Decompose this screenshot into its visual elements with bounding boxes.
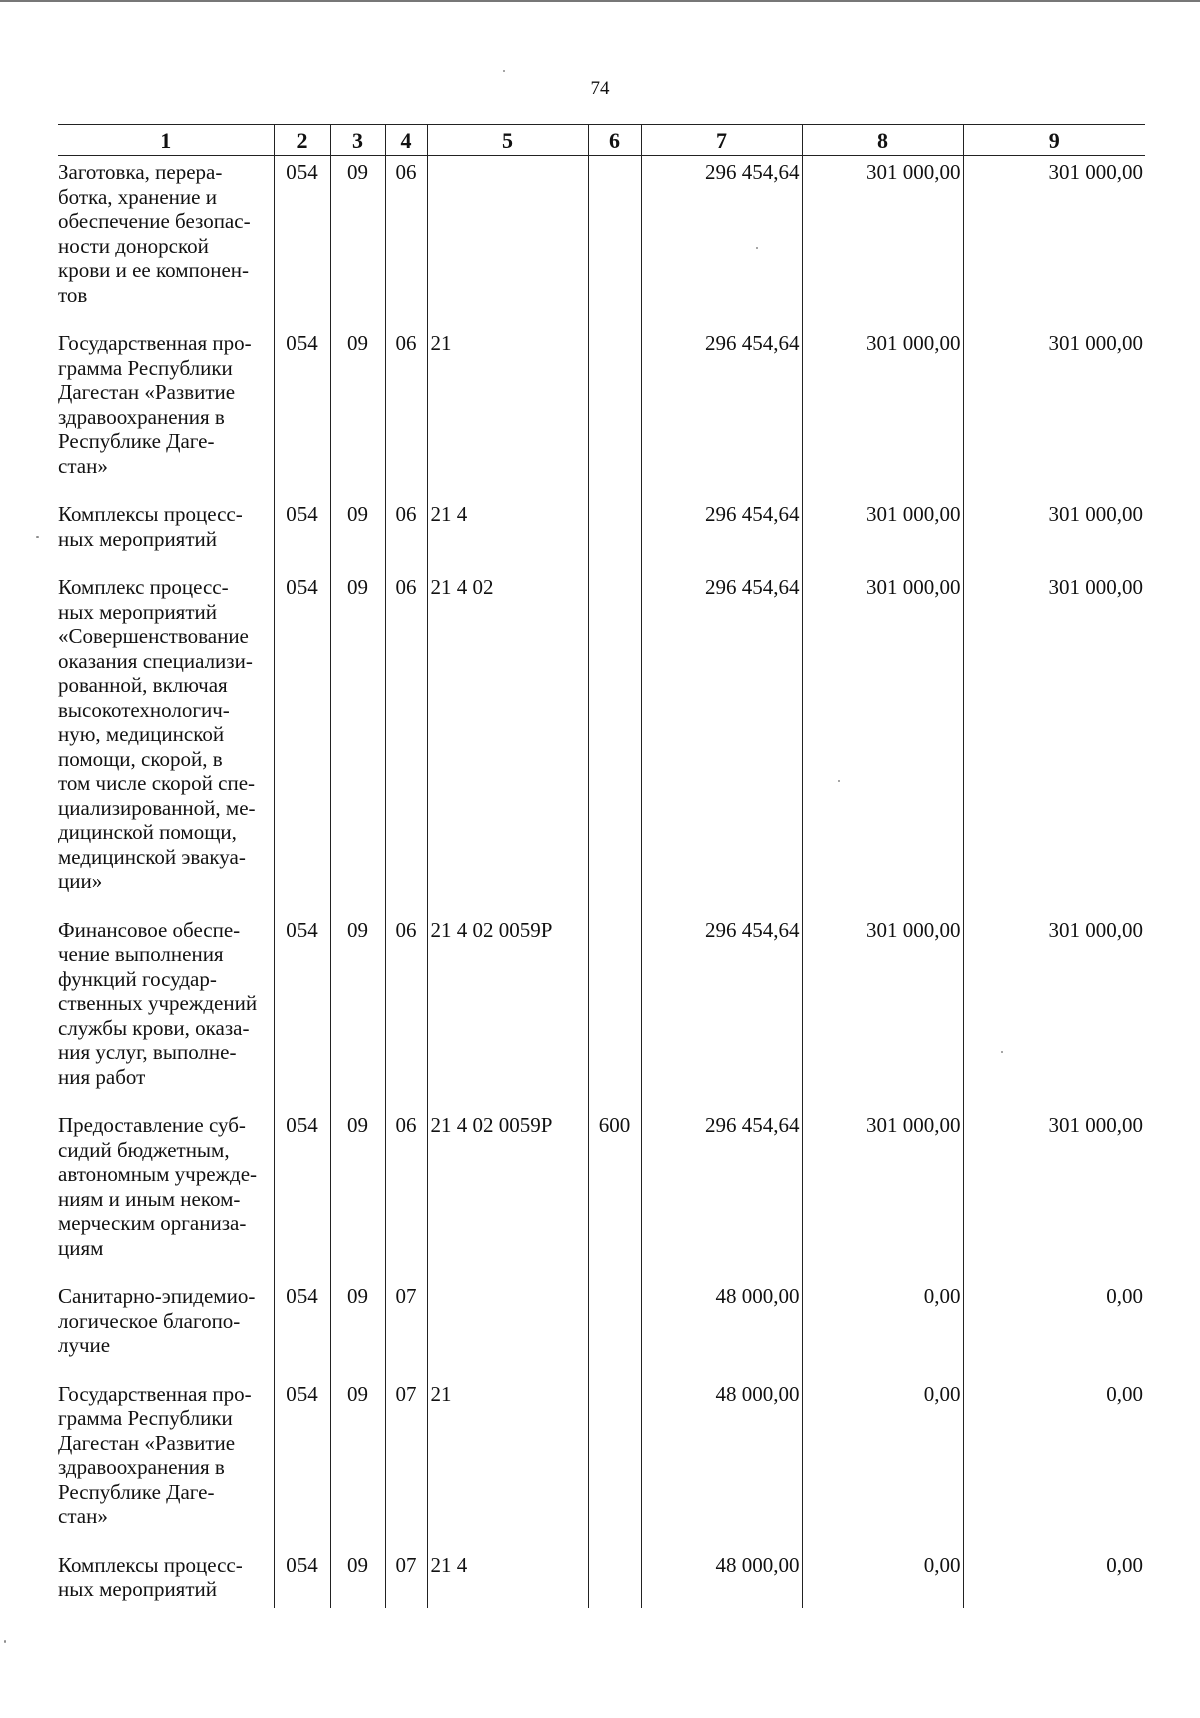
table-row <box>58 1382 1145 1553</box>
cell-col4: 06 <box>385 502 427 575</box>
cell-col9: 301 000,00 <box>963 575 1145 918</box>
cell-col3: 09 <box>330 1382 385 1553</box>
column-header-7: 7 <box>641 125 802 156</box>
cell-name: Финансовое обеспе- чение выполнения функций государ- ственных учреждений службы крови, оказа- ния услуг, выполне- ния работ <box>58 917 258 1089</box>
cell-name: Комплекс процесс- ных мероприятий «Совершенствование оказания специализи- рованной, включая высокотехнологич- ную, медицинской помощи, скорой, в том числе скорой спе- циализированной, ме- дицинской помощи, медицинской эвакуа- ции» <box>58 575 256 893</box>
scan-speck <box>36 536 39 538</box>
table-row <box>58 918 1145 1114</box>
table-row <box>58 502 1145 575</box>
budget-table <box>58 124 1145 1608</box>
cell-col4: 06 <box>385 1113 427 1284</box>
cell-col6 <box>588 575 641 918</box>
cell-col5 <box>427 156 588 332</box>
cell-col7: 296 454,64 <box>641 575 802 918</box>
scan-speck <box>838 780 840 782</box>
cell-col3: 09 <box>330 1553 385 1608</box>
cell-col5: 21 <box>427 1382 588 1553</box>
cell-name: Предоставление суб- сидий бюджетным, автономным учрежде- ниям и иным неком- мерческим организа- циям <box>58 1113 258 1260</box>
cell-col4: 07 <box>385 1382 427 1553</box>
cell-col3: 09 <box>330 1284 385 1382</box>
cell-col6 <box>588 502 641 575</box>
scan-speck <box>503 70 505 72</box>
column-header-4: 4 <box>385 125 427 156</box>
column-header-9: 9 <box>963 125 1145 156</box>
table-header-row <box>58 125 1145 156</box>
cell-name: Санитарно-эпидемио- логическое благопо- лучие <box>58 1284 256 1357</box>
column-header-8: 8 <box>802 125 963 156</box>
cell-col8: 301 000,00 <box>802 331 963 502</box>
cell-col6 <box>588 1284 641 1382</box>
cell-col3: 09 <box>330 575 385 918</box>
cell-name: Государственная про- грамма Республики Дагестан «Развитие здравоохранения в Республике Даге- стан» <box>58 331 252 478</box>
table-row <box>58 156 1145 332</box>
column-header-1: 1 <box>58 125 274 156</box>
cell-col5: 21 4 02 0059P <box>427 1113 588 1284</box>
cell-col9: 301 000,00 <box>963 331 1145 502</box>
cell-col6 <box>588 331 641 502</box>
cell-name: Комплексы процесс- ных мероприятий <box>58 1552 243 1601</box>
cell-col7: 296 454,64 <box>641 1113 802 1284</box>
cell-col5: 21 4 02 0059P <box>427 918 588 1114</box>
cell-col7: 48 000,00 <box>641 1382 802 1553</box>
scan-speck <box>4 1640 6 1643</box>
cell-col5: 21 <box>427 331 588 502</box>
cell-col9: 0,00 <box>963 1553 1145 1608</box>
cell-col7: 48 000,00 <box>641 1284 802 1382</box>
cell-col4: 06 <box>385 156 427 332</box>
table-row <box>58 1284 1145 1382</box>
table-row <box>58 575 1145 918</box>
cell-col6 <box>588 156 641 332</box>
cell-col9: 0,00 <box>963 1284 1145 1382</box>
cell-col4: 07 <box>385 1553 427 1608</box>
cell-col7: 296 454,64 <box>641 918 802 1114</box>
cell-col9: 301 000,00 <box>963 918 1145 1114</box>
column-header-6: 6 <box>588 125 641 156</box>
cell-col8: 301 000,00 <box>802 502 963 575</box>
page-number: 74 <box>590 78 610 99</box>
cell-col7: 296 454,64 <box>641 502 802 575</box>
cell-col2: 054 <box>274 331 330 502</box>
cell-col9: 301 000,00 <box>963 156 1145 332</box>
cell-col8: 301 000,00 <box>802 1113 963 1284</box>
cell-col7: 296 454,64 <box>641 331 802 502</box>
column-header-5: 5 <box>427 125 588 156</box>
cell-col2: 054 <box>274 1382 330 1553</box>
cell-name: Государственная про- грамма Республики Дагестан «Развитие здравоохранения в Республике Даге- стан» <box>58 1381 252 1528</box>
cell-col5: 21 4 02 <box>427 575 588 918</box>
cell-col2: 054 <box>274 502 330 575</box>
cell-col2: 054 <box>274 918 330 1114</box>
table-row <box>58 1113 1145 1284</box>
cell-col6 <box>588 1553 641 1608</box>
cell-col3: 09 <box>330 331 385 502</box>
table-row <box>58 331 1145 502</box>
cell-col2: 054 <box>274 156 330 332</box>
cell-col6: 600 <box>588 1113 641 1284</box>
cell-col9: 301 000,00 <box>963 502 1145 575</box>
cell-col3: 09 <box>330 1113 385 1284</box>
cell-col2: 054 <box>274 1553 330 1608</box>
cell-col6 <box>588 918 641 1114</box>
cell-col4: 06 <box>385 575 427 918</box>
cell-col4: 07 <box>385 1284 427 1382</box>
cell-col8: 301 000,00 <box>802 918 963 1114</box>
cell-col7: 296 454,64 <box>641 156 802 332</box>
cell-col2: 054 <box>274 1284 330 1382</box>
table-row <box>58 1553 1145 1608</box>
scan-top-edge <box>0 0 1200 2</box>
scan-speck <box>756 247 758 249</box>
cell-col8: 301 000,00 <box>802 575 963 918</box>
column-header-2: 2 <box>274 125 330 156</box>
cell-col8: 0,00 <box>802 1284 963 1382</box>
scan-speck <box>1001 1051 1003 1053</box>
cell-col2: 054 <box>274 575 330 918</box>
cell-col6 <box>588 1382 641 1553</box>
cell-col8: 301 000,00 <box>802 156 963 332</box>
cell-col9: 0,00 <box>963 1382 1145 1553</box>
cell-name: Заготовка, перера- ботка, хранение и обеспечение безопас- ности донорской крови и ее компонен- тов <box>58 160 251 307</box>
cell-col2: 054 <box>274 1113 330 1284</box>
cell-col5 <box>427 1284 588 1382</box>
cell-name: Комплексы процесс- ных мероприятий <box>58 502 243 551</box>
cell-col3: 09 <box>330 156 385 332</box>
table-body <box>58 156 1145 1608</box>
cell-col5: 21 4 <box>427 1553 588 1608</box>
cell-col7: 48 000,00 <box>641 1553 802 1608</box>
cell-col8: 0,00 <box>802 1382 963 1553</box>
cell-col4: 06 <box>385 918 427 1114</box>
cell-col4: 06 <box>385 331 427 502</box>
cell-col5: 21 4 <box>427 502 588 575</box>
cell-col8: 0,00 <box>802 1553 963 1608</box>
column-header-3: 3 <box>330 125 385 156</box>
cell-col3: 09 <box>330 502 385 575</box>
cell-col9: 301 000,00 <box>963 1113 1145 1284</box>
cell-col3: 09 <box>330 918 385 1114</box>
